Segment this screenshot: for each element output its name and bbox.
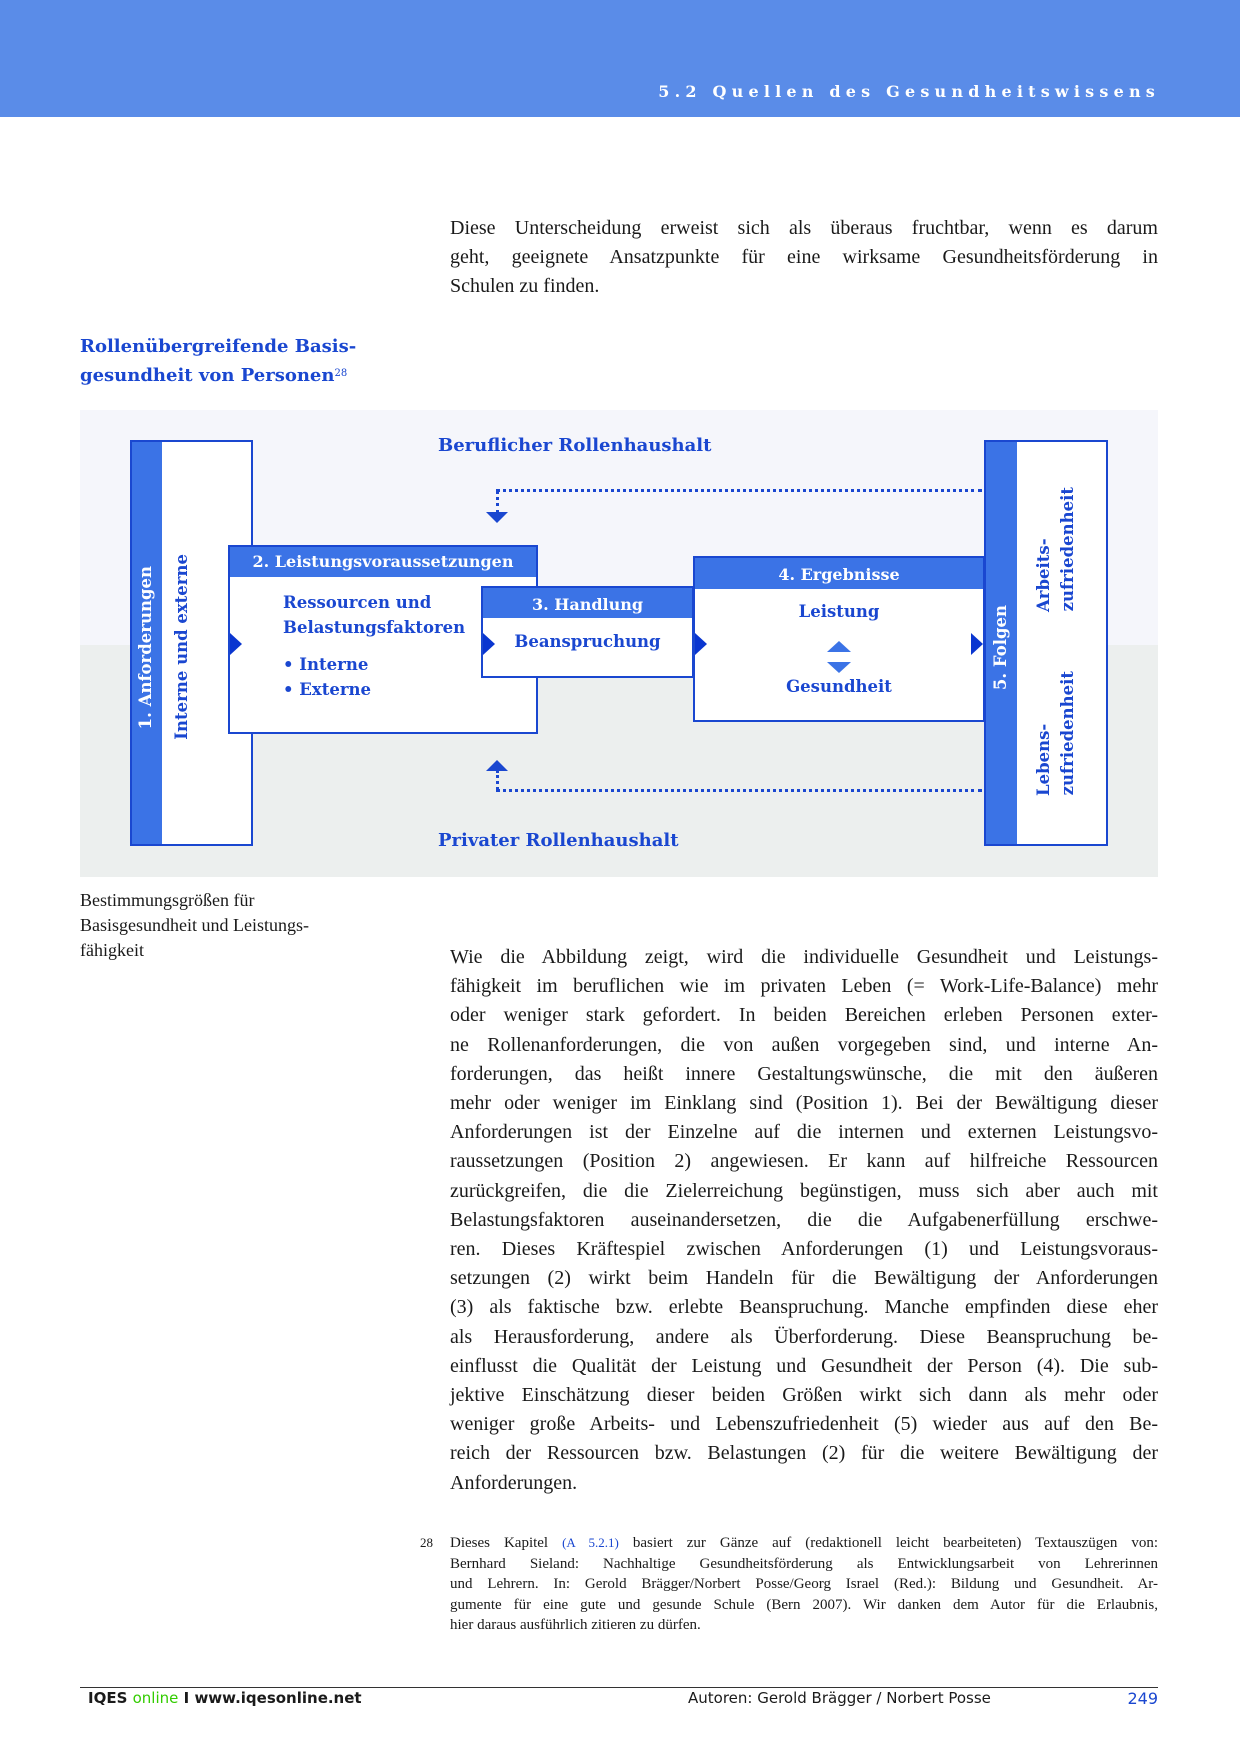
website-link[interactable]: www.iqesonline.net — [194, 1689, 362, 1707]
arrow-right-icon — [483, 633, 495, 655]
text-line: Wie die Abbildung zeigt, wird die individuelle Gesundheit und Leistungs- — [450, 946, 1158, 968]
triangle-up-icon — [827, 641, 851, 652]
feedback-line-top-v — [496, 490, 499, 514]
side-heading-line: Rollenübergreifende Basis- — [80, 336, 357, 357]
footnote-text: Dieses Kapitel — [450, 1535, 563, 1551]
label-beruflich: Beruflicher Rollenhaushalt — [438, 435, 712, 456]
arrow-right-icon — [695, 633, 707, 655]
side-heading — [80, 332, 356, 390]
box1-title: 1. Anforderungen — [136, 566, 155, 730]
text-line: Anforderungen ist der Einzelne auf die internen und externen Leistungsvo- — [450, 1121, 1158, 1144]
caption-line: fähigkeit — [80, 940, 144, 960]
box2-title: 2. Leistungsvoraussetzungen — [230, 547, 536, 577]
footer-divider — [80, 1687, 1158, 1688]
text-line: raussetzungen (Position 2) angewiesen. Er kann auf hilfreiche Ressourcen — [450, 1150, 1158, 1173]
footnote-line: Bernhard Sieland: Nachhaltige Gesundheitsförderung als Entwicklungsarbeit von Lehrerinnen — [450, 1555, 1158, 1572]
box5-lebens: zufriedenheit — [1058, 671, 1077, 796]
box4-title: 4. Ergebnisse — [695, 558, 983, 589]
arrow-down-icon — [486, 512, 508, 523]
arrow-right-icon — [971, 633, 983, 655]
box-handlung — [481, 586, 694, 678]
box3-text: Beanspruchung — [514, 632, 661, 651]
section-title: 5.2 Quellen des Gesundheitswissens — [658, 82, 1160, 101]
text-line: mehr oder weniger im Einklang sind (Position 1). Bei der Bewältigung dieser — [450, 1092, 1158, 1115]
text-line: als Herausforderung, andere als Überforderung. Diese Beanspruchung be- — [450, 1325, 1158, 1348]
feedback-line-bottom-v — [496, 770, 499, 790]
feedback-line-bottom — [496, 789, 982, 792]
box2-bullet: • Externe — [283, 680, 372, 699]
text-line: einflusst die Qualität der Leistung und Gesundheit der Person (4). Die sub- — [450, 1354, 1158, 1377]
text-line: Anforderungen. — [450, 1471, 578, 1494]
text-line: Diese Unterscheidung erweist sich als überaus fruchtbar, wenn es darum — [450, 217, 1158, 239]
box2-text: Ressourcen und — [283, 593, 432, 612]
arrow-right-icon — [230, 633, 242, 655]
box2-bullet: • Interne — [283, 655, 369, 674]
text-line: oder weniger stark gefordert. In beiden Bereichen erleben Personen exter- — [450, 1004, 1158, 1027]
footnote-ref[interactable]: 28 — [334, 368, 348, 379]
text-line: jektive Einschätzung dieser beiden Größen wirkt sich dann als mehr oder — [450, 1384, 1158, 1407]
feedback-line-top — [496, 489, 982, 492]
separator: I — [183, 1689, 190, 1707]
caption-line: Basisgesundheit und Leistungs- — [80, 915, 309, 935]
side-heading-line: gesundheit von Personen — [80, 365, 335, 386]
text-line: Belastungsfaktoren auseinandersetzen, die die Aufgabenerfüllung erschwe- — [450, 1208, 1158, 1231]
box5-arbeits: zufriedenheit — [1058, 487, 1077, 612]
box5-arbeits: Arbeits- — [1034, 538, 1053, 612]
text-line: geht, geeignete Ansatzpunkte für eine wirksame Gesundheitsförderung in — [450, 246, 1158, 269]
label-privat: Privater Rollenhaushalt — [438, 830, 679, 851]
diagram — [80, 410, 1158, 877]
box-ergebnisse — [693, 556, 985, 722]
box1-text: Interne und externe — [172, 554, 191, 740]
body-paragraph — [450, 943, 1158, 1498]
box-folgen — [984, 440, 1108, 846]
footnote-line: hier daraus ausführlich zitieren zu dürfen. — [450, 1617, 701, 1634]
intro-paragraph — [450, 214, 1158, 302]
text-line: forderungen, das heißt innere Gestaltungswünsche, die mit den äußeren — [450, 1062, 1158, 1085]
header-band — [0, 0, 1240, 117]
text-line: ren. Dieses Kräftespiel zwischen Anforderungen (1) und Leistungsvoraus- — [450, 1238, 1158, 1261]
text-line: fähigkeit im beruflichen wie im privaten Leben (= Work-Life-Balance) mehr — [450, 975, 1158, 998]
text-line: (3) als faktische bzw. erlebte Beanspruchung. Manche empfinden diese eher — [450, 1296, 1158, 1319]
caption-line: Bestimmungsgrößen für — [80, 890, 255, 910]
box3-title: 3. Handlung — [483, 588, 692, 618]
box5-lebens: Lebens- — [1034, 723, 1053, 796]
text-line: zurückgreifen, die die Zielerreichung begünstigen, muss sich aber auch mit — [450, 1179, 1158, 1202]
text-line: Schulen zu finden. — [450, 275, 600, 298]
footnote-line: und Lehrern. In: Gerold Brägger/Norbert Posse/Georg Israel (Red.): Bildung und Gesundheit. Ar- — [450, 1576, 1158, 1593]
footnote — [450, 1533, 1158, 1636]
cross-reference-link[interactable]: (A 5.2.1) — [562, 1535, 619, 1550]
footnote-line: gumente für eine gute und gesunde Schule (Bern 2007). Wir danken dem Autor für die Erlaubnis, — [450, 1596, 1158, 1613]
box5-title: 5. Folgen — [991, 605, 1010, 691]
text-line: reich der Ressourcen bzw. Belastungen (2) für die weitere Bewältigung der — [450, 1442, 1158, 1465]
box4-bottom: Gesundheit — [786, 677, 892, 696]
footer-authors: Autoren: Gerold Brägger / Norbert Posse — [688, 1689, 991, 1707]
brand-online: online — [132, 1689, 179, 1707]
arrow-up-icon — [486, 760, 508, 771]
text-line: weniger große Arbeits- und Lebenszufriedenheit (5) wieder aus auf den Be- — [450, 1413, 1158, 1436]
text-line: ne Rollenanforderungen, die von außen vorgegeben sind, und interne An- — [450, 1033, 1158, 1056]
footnote-number: 28 — [420, 1535, 433, 1550]
triangle-down-icon — [827, 662, 851, 673]
page-number: 249 — [1127, 1689, 1158, 1708]
box4-top: Leistung — [798, 602, 880, 621]
figure-caption — [80, 888, 309, 963]
footer-brand[interactable] — [88, 1689, 362, 1707]
brand-name: IQES — [88, 1689, 128, 1707]
text-line: setzungen (2) wirkt beim Handeln für die Bewältigung der Anforderungen — [450, 1267, 1158, 1290]
box2-text: Belastungsfaktoren — [283, 618, 466, 637]
footnote-text: basiert zur Gänze auf (redaktionell leicht bearbeiteten) Textauszügen von: — [618, 1535, 1158, 1551]
